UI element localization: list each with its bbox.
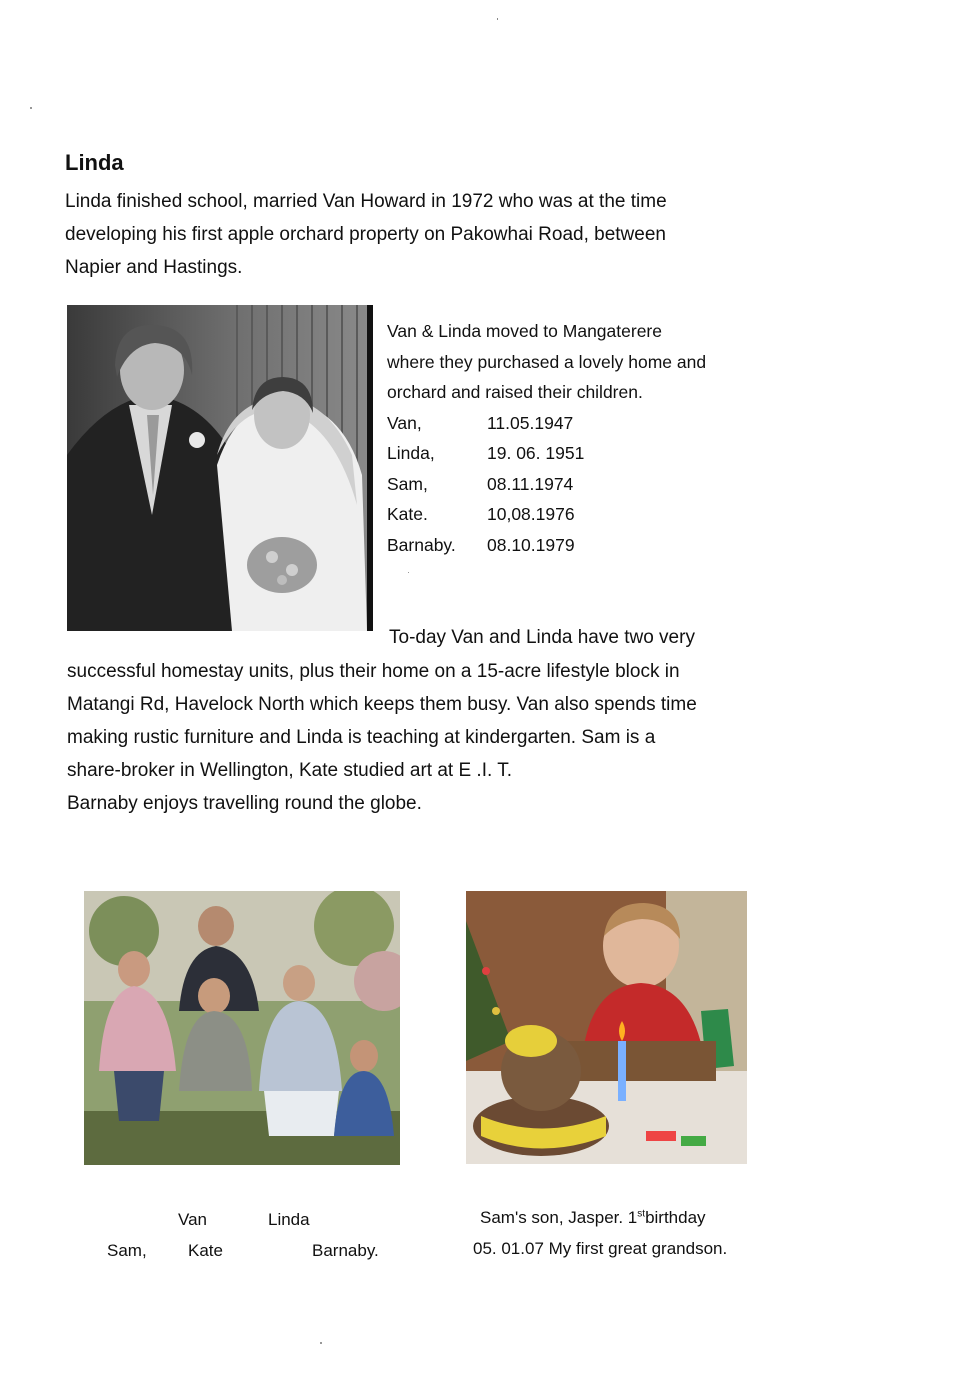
birthdate-name: Linda, (387, 443, 435, 463)
intro-line: Linda finished school, married Van Howard in 1972 who was at the time (65, 191, 667, 212)
today-line: Barnaby enjoys travelling round the globe. (67, 793, 422, 814)
jasper-caption-text: Sam's son, Jasper. 1 (480, 1208, 638, 1227)
intro-paragraph (65, 185, 667, 284)
birthdate-value: 10,08.1976 (487, 504, 575, 524)
side-text (387, 316, 706, 560)
today-line-first: To-day Van and Linda have two very (389, 627, 695, 648)
today-paragraph (67, 655, 697, 820)
birthdate-row (387, 469, 706, 500)
today-line: share-broker in Wellington, Kate studied art at E .I. T. (67, 760, 512, 781)
wedding-photograph-icon (67, 305, 373, 631)
intro-line: developing his first apple orchard property on Pakowhai Road, between (65, 224, 666, 245)
intro-line: Napier and Hastings. (65, 257, 243, 278)
caption-kate: Kate (188, 1241, 223, 1260)
scan-speck (30, 107, 32, 109)
caption-van: Van (178, 1210, 207, 1229)
birthday-photo (466, 891, 747, 1164)
birthdate-row (387, 530, 706, 561)
scan-speck (408, 572, 409, 573)
scan-speck (497, 18, 498, 20)
caption-barnaby: Barnaby. (312, 1241, 379, 1260)
ordinal-suffix: st (637, 1208, 646, 1220)
wedding-photo (67, 305, 373, 631)
birthdate-name: Barnaby. (387, 534, 456, 555)
birthdate-value: 19. 06. 1951 (487, 443, 585, 463)
family-photo (84, 891, 400, 1165)
today-line: Matangi Rd, Havelock North which keeps them busy. Van also spends time (67, 694, 697, 715)
side-text-line: orchard and raised their children. (387, 382, 643, 402)
birthdate-name: Kate. (387, 504, 428, 524)
jasper-caption-line2: 05. 01.07 My first great grandson. (473, 1239, 728, 1258)
birthdate-value: 11.05.1947 (487, 412, 574, 433)
side-text-line: where they purchased a lovely home and (387, 351, 707, 372)
birthdate-row (387, 499, 706, 530)
birthdate-name: Sam, (387, 473, 428, 494)
family-group-photograph-icon (84, 891, 400, 1165)
birthdate-row (387, 408, 706, 439)
birthdate-row (387, 438, 706, 469)
birthdate-value: 08.10.1979 (487, 534, 575, 555)
birthdate-value: 08.11.1974 (487, 473, 574, 494)
birthdate-name: Van, (387, 412, 422, 433)
today-line: successful homestay units, plus their home on a 15-acre lifestyle block in (67, 661, 680, 682)
scan-speck (320, 1342, 322, 1344)
caption-sam: Sam, (107, 1241, 147, 1260)
today-line: making rustic furniture and Linda is teaching at kindergarten. Sam is a (67, 727, 656, 748)
toddler-birthday-cake-photograph-icon (466, 891, 747, 1164)
caption-linda: Linda (268, 1210, 310, 1229)
side-text-line: Van & Linda moved to Mangaterere (387, 321, 662, 341)
jasper-caption-line1 (480, 1208, 706, 1228)
page-title: Linda (65, 150, 124, 175)
jasper-caption-birthday: birthday (645, 1208, 706, 1227)
